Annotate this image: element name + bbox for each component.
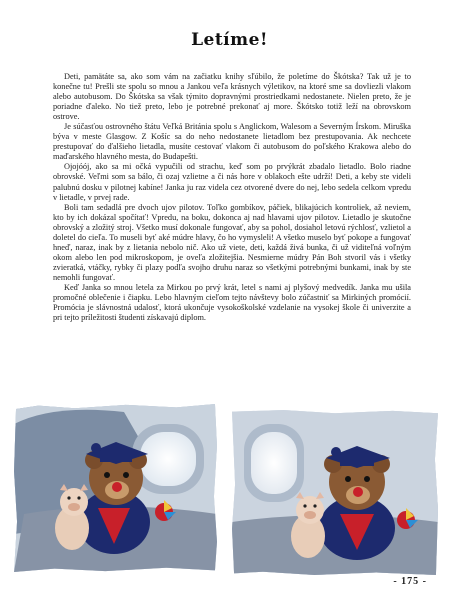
paragraph: Keď Janka so mnou letela za Mirkou po prvý krát, letel s nami aj plyšový medvedík. Janka mu ušila promočné oblečenie i čiapku. Lebo hlavným cieľom tejto návštevy bolo zúčastniť sa Mirkiných promócií. Promócia je slávnostná udalosť, ktorá ukončuje vysokoškolské vzdelanie na vysokej škole či univerzite a pri tejto príležitosti študenti získavajú diplom. <box>53 282 411 323</box>
paragraph: Boli tam sedadlá pre dvoch ujov pilotov. Toľko gombíkov, páčiek, blikajúcich kontroliek, až neviem, kto by ich dokázal spočítať! Vpredu, na boku, dokonca aj nad hlavami ujov pilotov. Lietadlo je skutočne obrovský a zložitý stroj. Všetko musí dokonale fungovať, aby sa pohol, dosiahol letovú rýchlosť, vzlietol a doletel do cieľa. To museli byť aké múdre hlavy, čo ho vymysleli! A všetko muselo byť pokope a fungovať hneď, naraz, inak by z lietania nebolo nič. Ako už viete, deti, každá živá bunka, či už viditeľná voľným okom alebo len pod mikroskopom, je oveľa zložitejšia. Nesmierne múdry Pán Boh stvoril vás i všetky zvieratká, vtáčky, rybky či plazy podľa svojho druhu naraz so všetkými potrebnými bunkami, inak by ste nemohli fungovať. <box>53 202 411 282</box>
paragraph: Deti, pamätáte sa, ako som vám na začiatku knihy sľúbilo, že poletíme do Škótska? Tak už je to konečne tu! Prešli ste spolu so mnou a Jankou veľa krásnych výletikov, na ktoré sme sa dovliezli vlakom alebo autobusom. Do Škótska sa však týmito dopravnými prostriedkami nedostanete. Nielen preto, že je poriadne ďaleko. No tiež preto, lebo je potrebné prekonať aj more. Škótsko totiž leží na obrovskom ostrove. <box>53 72 411 122</box>
page-number: - 175 - <box>393 576 427 587</box>
body-text <box>53 72 411 323</box>
photo-teddy-bear-and-pig-left <box>14 404 217 572</box>
chapter-title: Letíme! <box>191 30 268 50</box>
photo-teddy-bear-and-pig-right <box>232 410 438 575</box>
photo-illustration <box>14 404 217 572</box>
photo-illustration <box>232 410 438 575</box>
paragraph: Je súčasťou ostrovného štátu Veľká Británia spolu s Anglickom, Walesom a Severným Írskom. Miruška býva v meste Glasgow. Z Košíc sa do neho nedostanete lietadlom bez prestupovania. Ak nechcete prestupovať do ďalšieho lietadla, musíte cestovať vlakom či autobusom do poľského Krakowa alebo do maďarského hlavného mesta, do Budapešti. <box>53 122 411 162</box>
paragraph: Ojojóój, ako sa mi očká vypučili od strachu, keď som po prvýkrát zbadalo lietadlo. Bolo riadne obrovské. Veľmi som sa bálo, či ozaj vzlietne a či nás hore v oblakoch ešte udrží! Deti, a keby ste videli palubnú dosku v pilotnej kabíne! Janka ju raz videla cez otvorené dvere do nej, lebo sedela celkom vpredu v lietadle, v prvej rade. <box>53 162 411 202</box>
